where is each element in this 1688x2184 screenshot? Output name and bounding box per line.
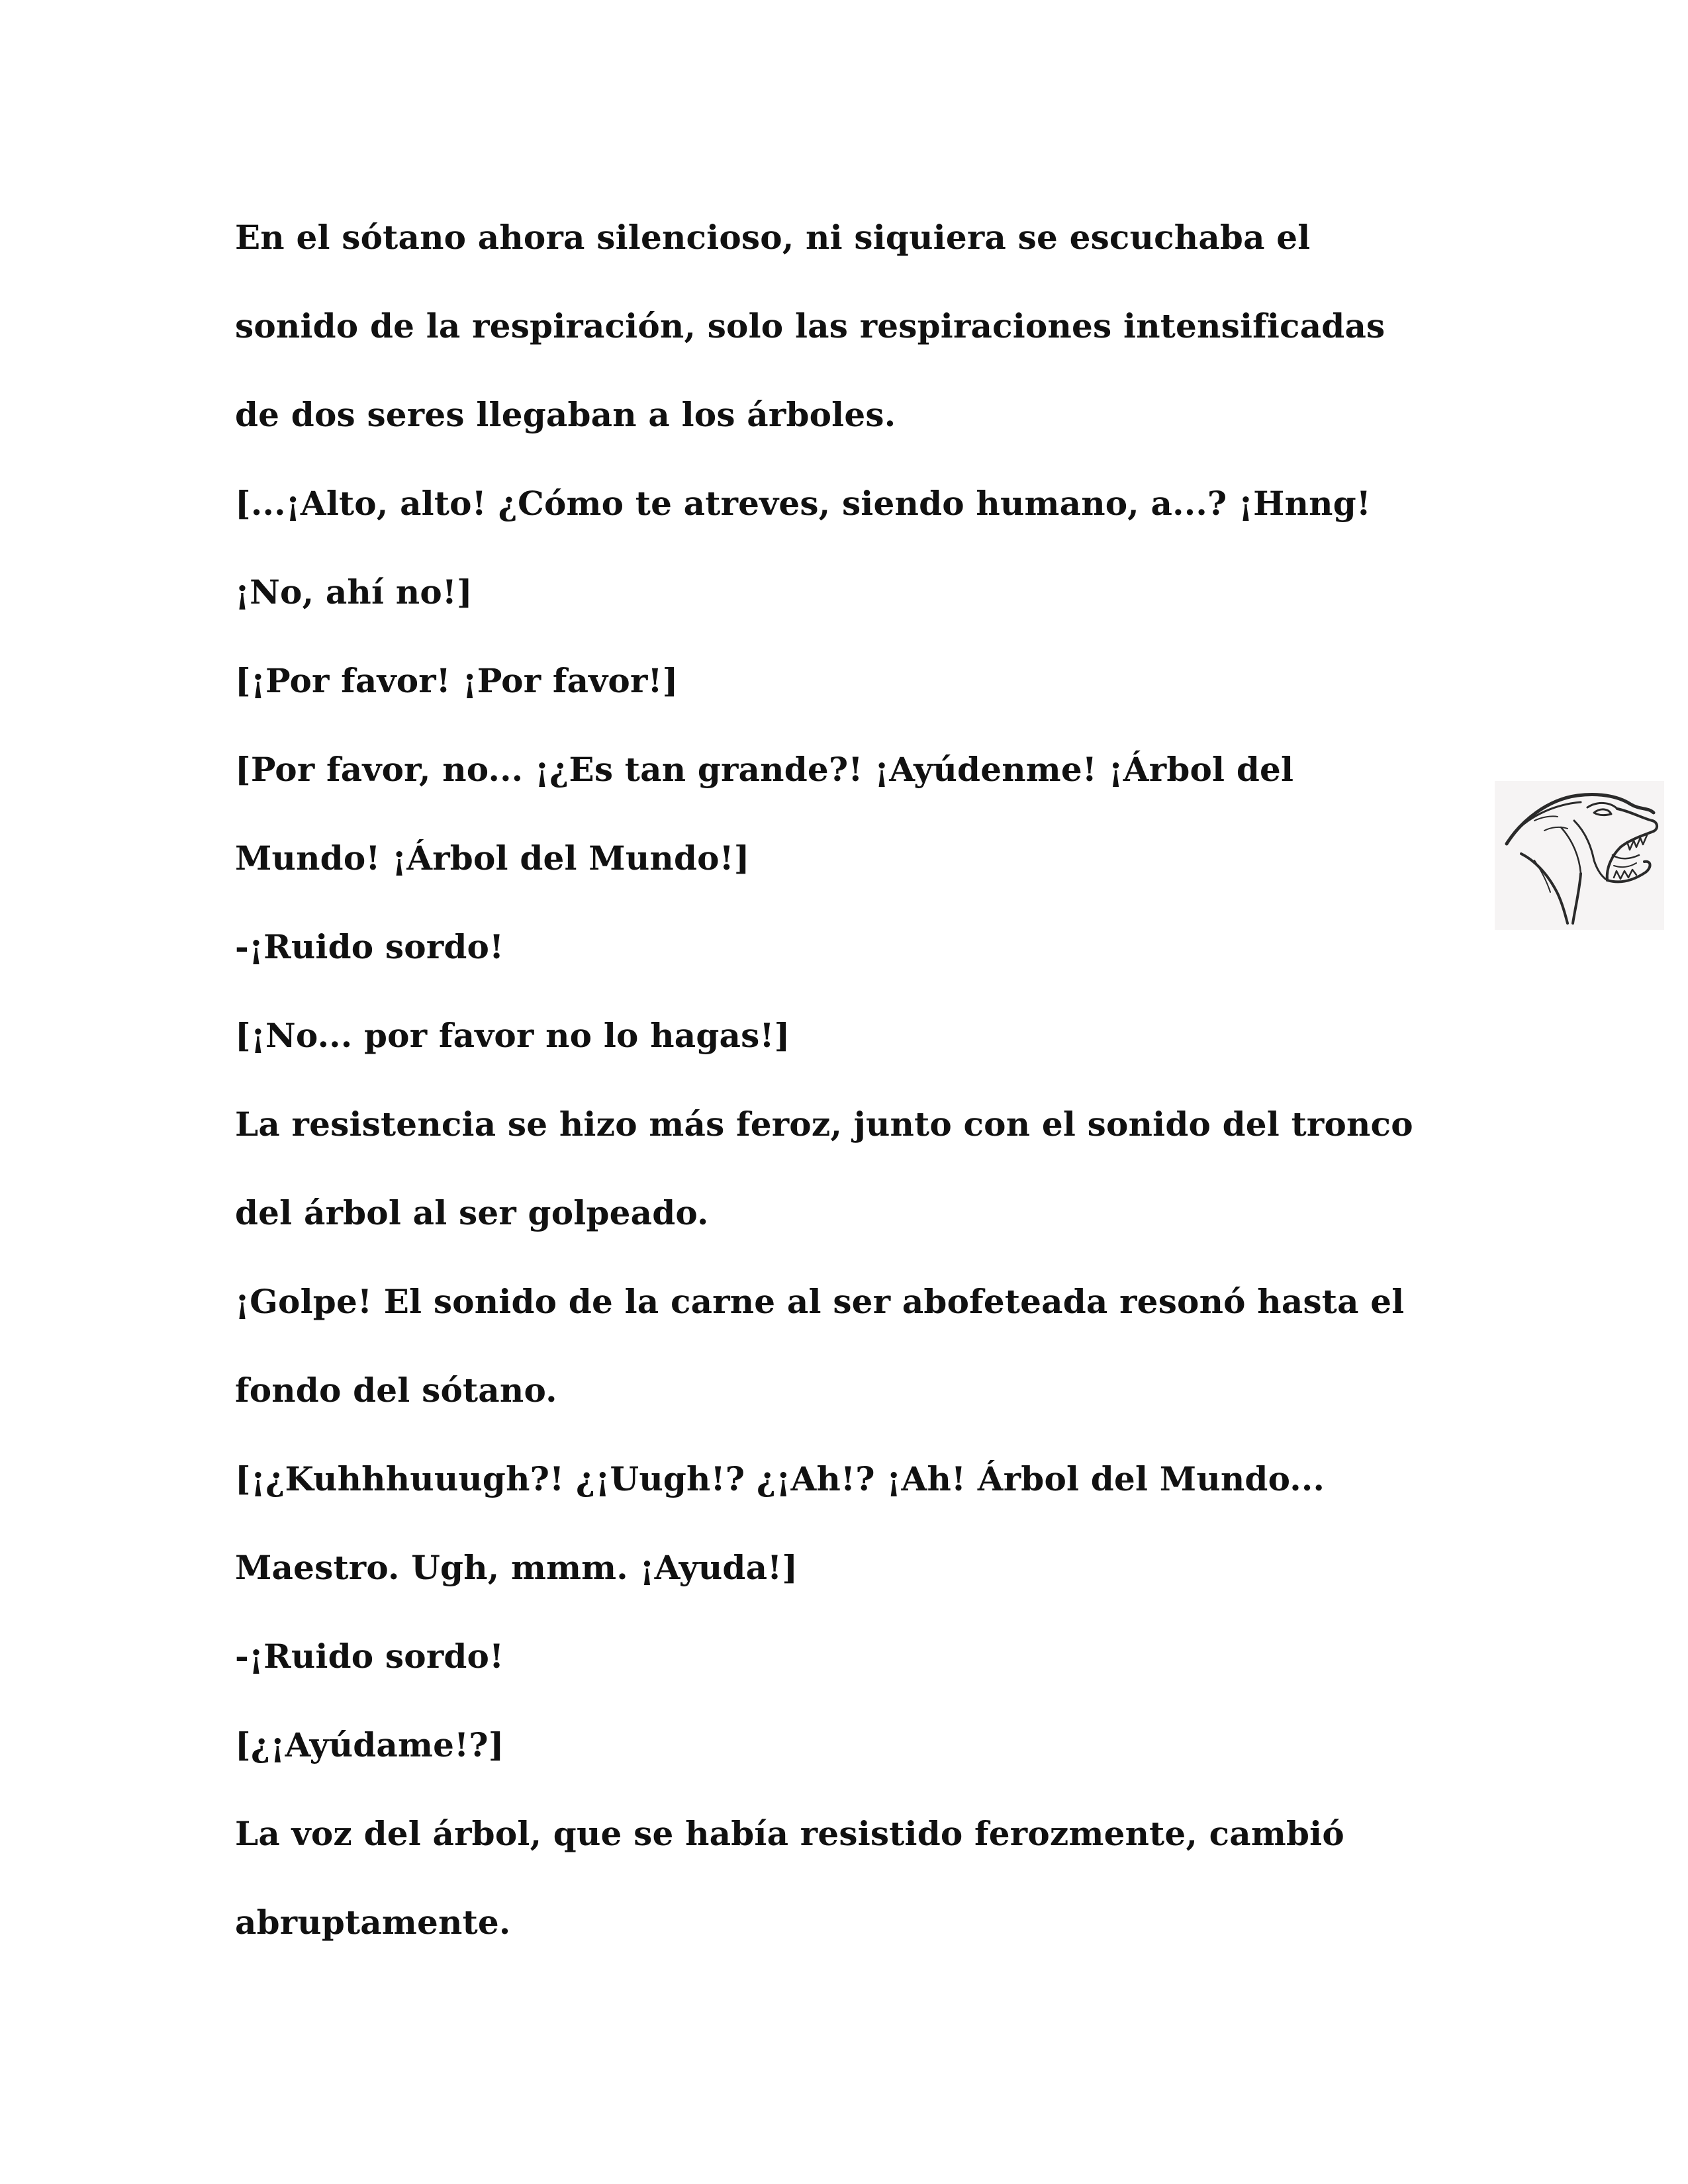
text-line: [¡¿Kuhhhuuugh?! ¿¡Uugh!? ¿¡Ah!? ¡Ah! Árbol del Mundo...	[235, 1459, 1325, 1498]
text-line: sonido de la respiración, solo las respiraciones intensificadas	[235, 306, 1385, 345]
text-line: La resistencia se hizo más feroz, junto con el sonido del tronco	[235, 1105, 1413, 1144]
text-line: [¿¡Ayúdame!?]	[235, 1725, 504, 1764]
text-line: [...¡Alto, alto! ¿Cómo te atreves, siendo humano, a...? ¡Hnng!	[235, 484, 1372, 523]
text-line: abruptamente.	[235, 1903, 511, 1942]
text-line: La voz del árbol, que se había resistido ferozmente, cambió	[235, 1814, 1344, 1853]
text-line: del árbol al ser golpeado.	[235, 1193, 709, 1232]
text-line: fondo del sótano.	[235, 1371, 557, 1410]
dinosaur-head-icon	[1495, 781, 1664, 930]
text-line: Mundo! ¡Árbol del Mundo!]	[235, 839, 750, 878]
text-line: [¡No... por favor no lo hagas!]	[235, 1016, 790, 1055]
text-line: Maestro. Ugh, mmm. ¡Ayuda!]	[235, 1548, 798, 1587]
text-line: ¡No, ahí no!]	[235, 572, 473, 612]
text-line: de dos seres llegaban a los árboles.	[235, 395, 896, 434]
text-line: -¡Ruido sordo!	[235, 1637, 504, 1676]
document-text	[235, 193, 1479, 1967]
text-line: [Por favor, no... ¡¿Es tan grande?! ¡Ayúdenme! ¡Árbol del	[235, 750, 1294, 789]
text-line: ¡Golpe! El sonido de la carne al ser abofeteada resonó hasta el	[235, 1282, 1405, 1321]
text-line: -¡Ruido sordo!	[235, 927, 504, 966]
text-line: [¡Por favor! ¡Por favor!]	[235, 661, 679, 700]
text-line: En el sótano ahora silencioso, ni siquiera se escuchaba el	[235, 218, 1311, 257]
